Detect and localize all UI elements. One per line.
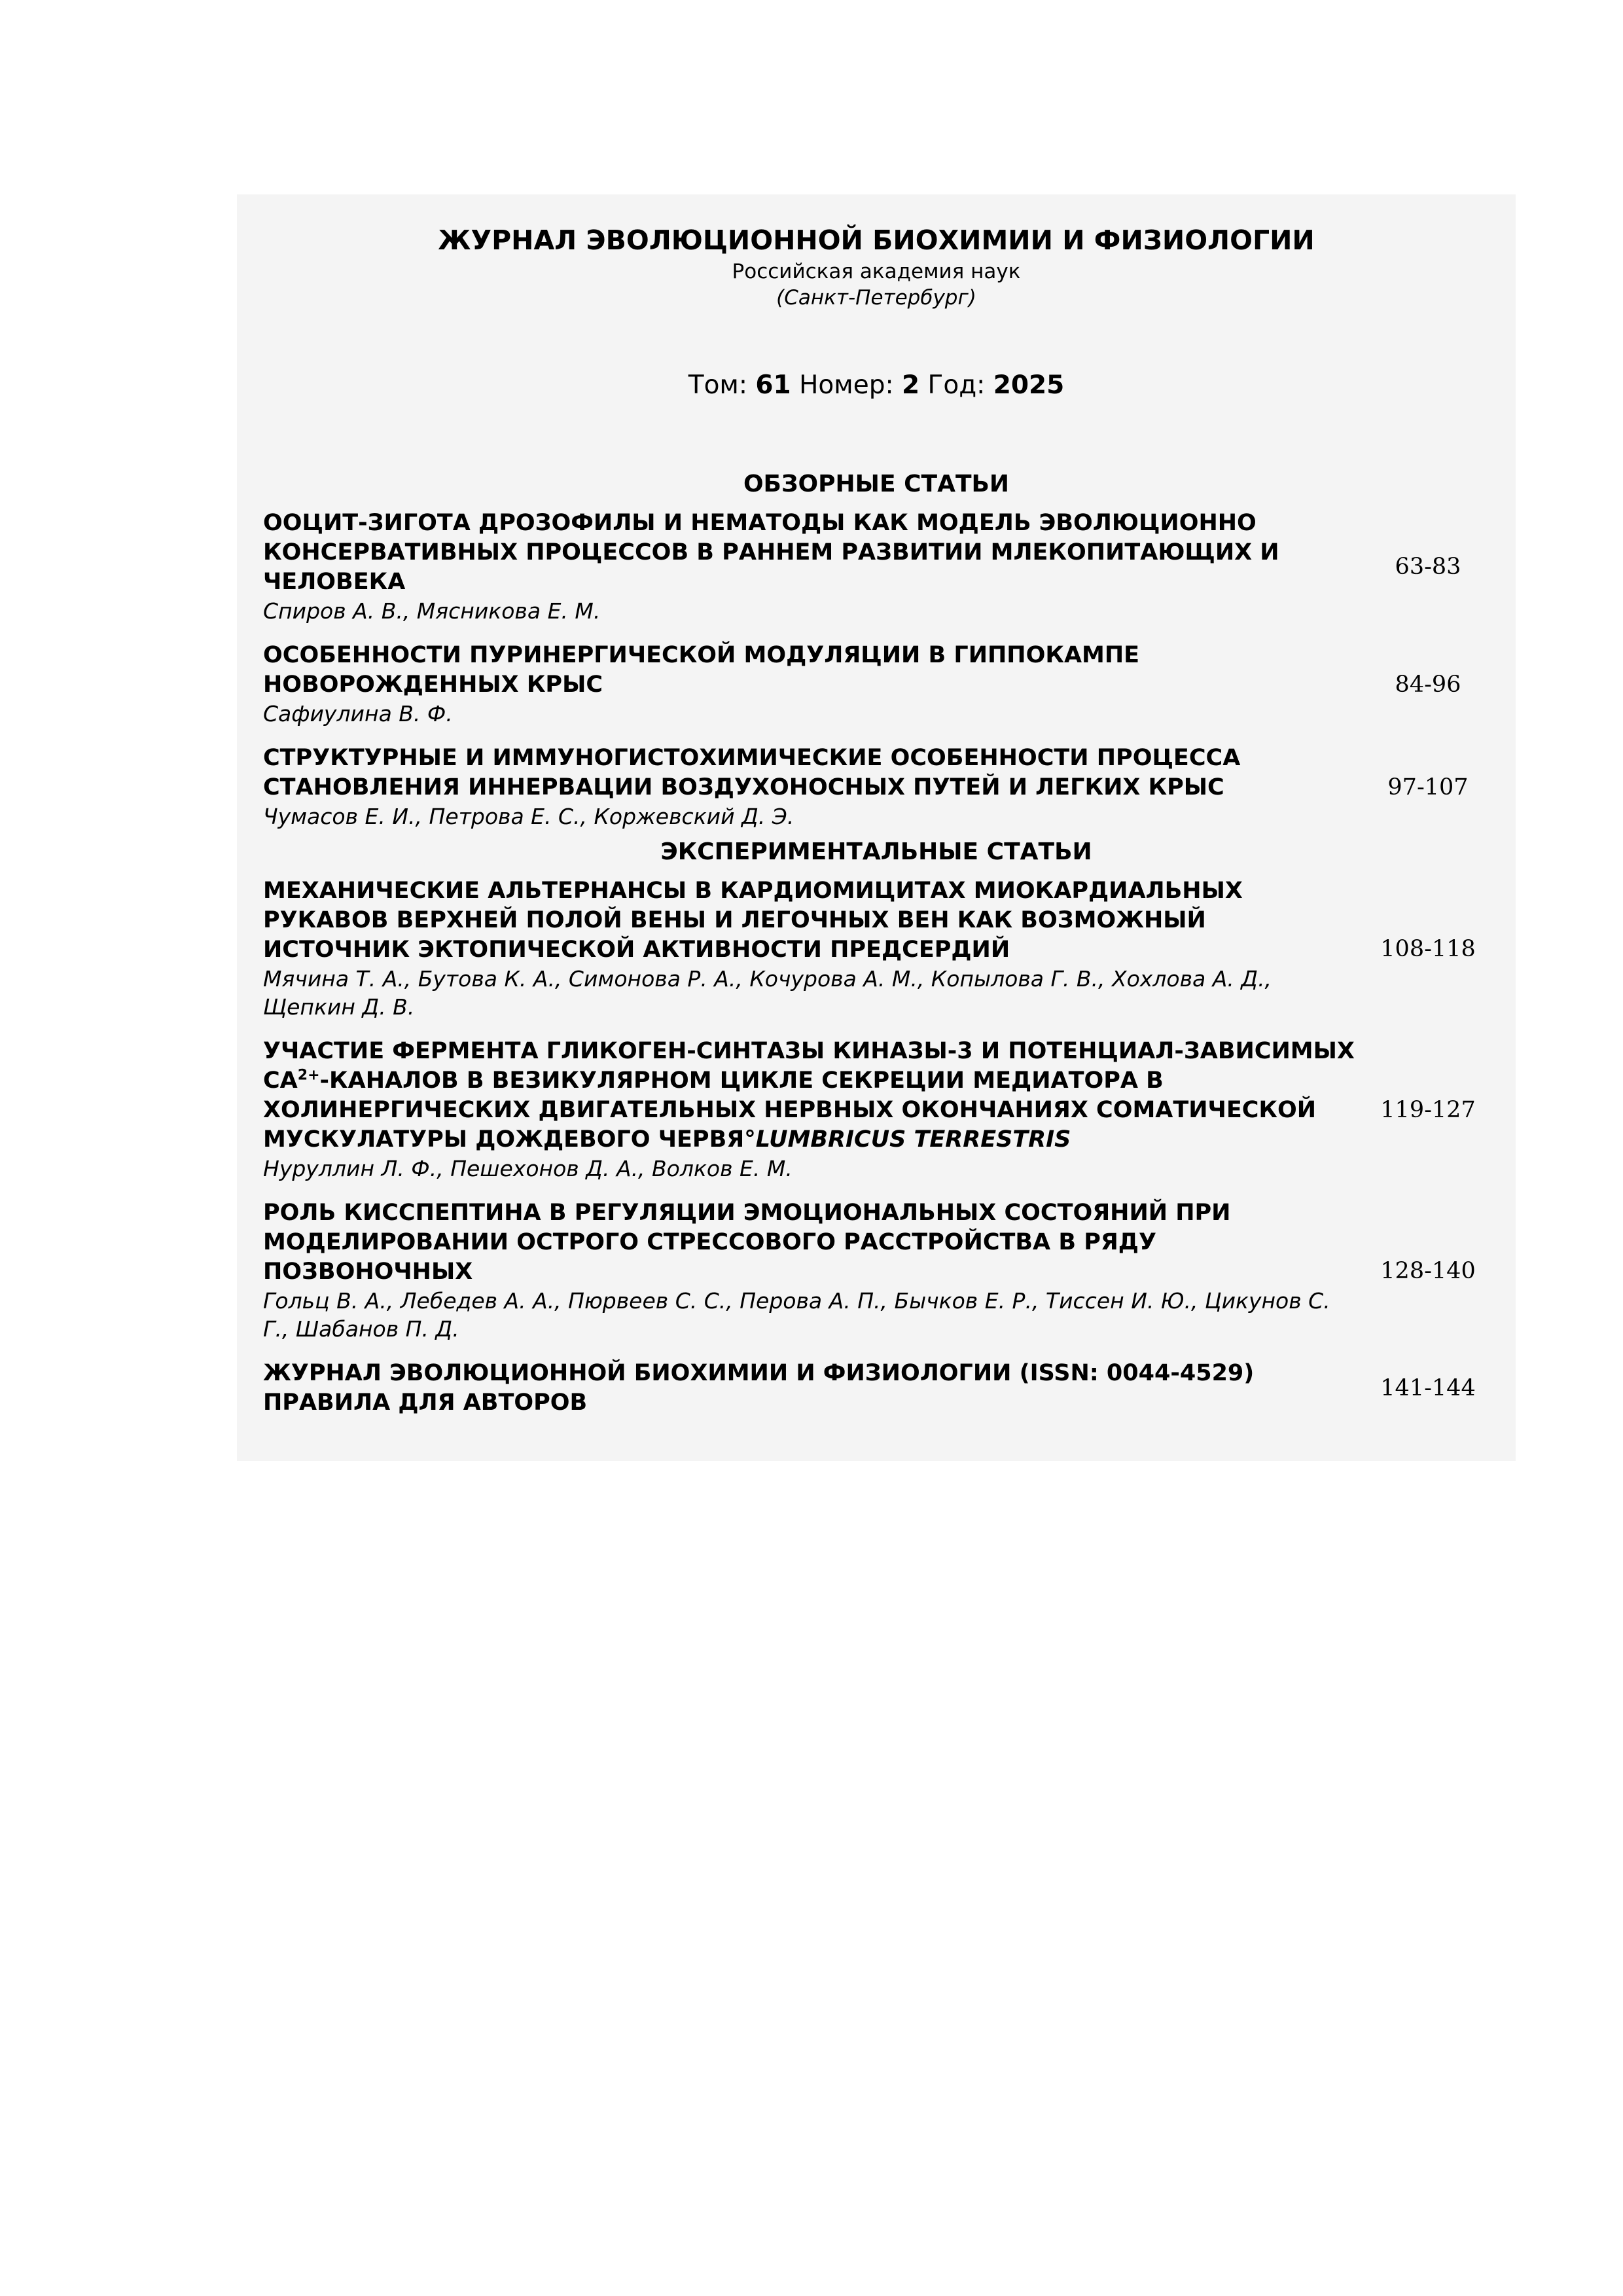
entry-main [263, 641, 1356, 728]
title-part: -КАНАЛОВ В ВЕЗИКУЛЯРНОМ ЦИКЛЕ СЕКРЕЦИИ МЕДИАТОРА В ХОЛИНЕРГИЧЕСКИХ ДВИГАТЕЛЬНЫХ НЕРВНЫХ ОКОНЧАНИЯХ СОМАТИЧЕСКОЙ МУСКУЛАТУРЫ ДОЖДЕВОГО ЧЕРВЯ° [263, 1067, 1317, 1153]
number-value: 2 [902, 370, 920, 400]
entry-main [263, 744, 1356, 831]
volume-label: Том: [688, 370, 747, 400]
issue-info [237, 367, 1516, 404]
article-pages: 141-144 [1380, 1375, 1476, 1401]
article-title[interactable]: ЖУРНАЛ ЭВОЛЮЦИОННОЙ БИОХИМИИ И ФИЗИОЛОГИИ (ISSN: 0044-4529) ПРАВИЛА ДЛЯ АВТОРОВ [263, 1360, 1255, 1416]
article-pages: 84-96 [1395, 671, 1461, 698]
article-title[interactable]: ОСОБЕННОСТИ ПУРИНЕРГИЧЕСКОЙ МОДУЛЯЦИИ В ГИППОКАМПЕ НОВОРОЖДЕННЫХ КРЫС [263, 642, 1140, 698]
year-label: Год: [927, 370, 986, 400]
toc-entry[interactable] [237, 744, 1516, 837]
article-authors: Нуруллин Л. Ф., Пешехонов Д. А., Волков Е. М. [263, 1156, 793, 1181]
entry-main [263, 876, 1356, 1021]
species-name: LUMBRICUS TERRESTRIS [755, 1126, 1071, 1153]
year-value: 2025 [993, 370, 1065, 400]
journal-header [237, 222, 1516, 311]
article-title[interactable]: СТРУКТУРНЫЕ И ИММУНОГИСТОХИМИЧЕСКИЕ ОСОБЕННОСТИ ПРОЦЕССА СТАНОВЛЕНИЯ ИННЕРВАЦИИ ВОЗДУХОНОСНЫХ ПУТЕЙ И ЛЕГКИХ КРЫС [263, 745, 1241, 800]
toc-entry[interactable] [237, 876, 1516, 1037]
article-title[interactable]: МЕХАНИЧЕСКИЕ АЛЬТЕРНАНСЫ В КАРДИОМИЦИТАХ МИОКАРДИАЛЬНЫХ РУКАВОВ ВЕРХНЕЙ ПОЛОЙ ВЕНЫ И ЛЕГОЧНЫХ ВЕН КАК ВОЗМОЖНЫЙ ИСТОЧНИК ЭКТОПИЧЕСКОЙ АКТИВНОСТИ ПРЕДСЕРДИЙ [263, 878, 1243, 963]
article-pages: 128-140 [1380, 1257, 1476, 1284]
section-heading-reviews: ОБЗОРНЫЕ СТАТЬИ [743, 471, 1010, 497]
article-pages: 108-118 [1380, 935, 1476, 962]
article-pages: 63-83 [1395, 554, 1461, 580]
section-heading-experimental: ЭКСПЕРИМЕНТАЛЬНЫЕ СТАТЬИ [660, 838, 1092, 865]
article-authors: Сафиулина В. Ф. [263, 701, 453, 726]
table-of-contents [237, 469, 1516, 1433]
entry-main [263, 509, 1356, 625]
entry-main [263, 1359, 1356, 1418]
article-title[interactable]: ООЦИТ-ЗИГОТА ДРОЗОФИЛЫ И НЕМАТОДЫ КАК МОДЕЛЬ ЭВОЛЮЦИОННО КОНСЕРВАТИВНЫХ ПРОЦЕССОВ В РАННЕМ РАЗВИТИИ МЛЕКОПИТАЮЩИХ И ЧЕЛОВЕКА [263, 510, 1279, 595]
article-title[interactable] [263, 1037, 1356, 1155]
title-part: УЧАСТИЕ ФЕРМЕНТА ГЛИКОГЕН-СИНТАЗЫ КИНАЗЫ-3 И ПОТЕНЦИАЛ-ЗАВИСИМЫХ СА [263, 1038, 1355, 1094]
article-authors: Гольц В. А., Лебедев А. А., Пюрвеев С. С., Перова А. П., Бычков Е. Р., Тиссен И. Ю., Цикунов С. Г., Шабанов П. Д. [263, 1288, 1330, 1342]
entry-main [263, 1198, 1356, 1343]
toc-entry[interactable] [237, 1359, 1516, 1433]
journal-title: ЖУРНАЛ ЭВОЛЮЦИОННОЙ БИОХИМИИ И ФИЗИОЛОГИИ [438, 224, 1315, 256]
toc-entry[interactable] [237, 1037, 1516, 1198]
number-label: Номер: [799, 370, 894, 400]
article-authors: Спиров А. В., Мясникова Е. М. [263, 598, 601, 624]
superscript-charge: 2+ [297, 1067, 320, 1084]
article-title[interactable]: РОЛЬ КИССПЕПТИНА В РЕГУЛЯЦИИ ЭМОЦИОНАЛЬНЫХ СОСТОЯНИЙ ПРИ МОДЕЛИРОВАНИИ ОСТРОГО СТРЕССОВОГО РАССТРОЙСТВА В РЯДУ ПОЗВОНОЧНЫХ [263, 1200, 1231, 1285]
article-pages: 97-107 [1387, 774, 1469, 800]
toc-entry[interactable] [237, 1198, 1516, 1359]
publisher-city: (Санкт-Петербург) [776, 286, 976, 310]
article-authors: Мячина Т. А., Бутова К. А., Симонова Р. А., Кочурова А. М., Копылова Г. В., Хохлова А. Д., Щепкин Д. В. [263, 966, 1272, 1020]
toc-entry[interactable] [237, 509, 1516, 641]
volume-value: 61 [755, 370, 791, 400]
article-authors: Чумасов Е. И., Петрова Е. С., Коржевский Д. Э. [263, 804, 794, 829]
publisher-name: Российская академия наук [732, 260, 1021, 283]
contents-panel [237, 194, 1516, 1461]
toc-entry[interactable] [237, 641, 1516, 744]
article-pages: 119-127 [1380, 1096, 1476, 1123]
entry-main [263, 1037, 1356, 1183]
